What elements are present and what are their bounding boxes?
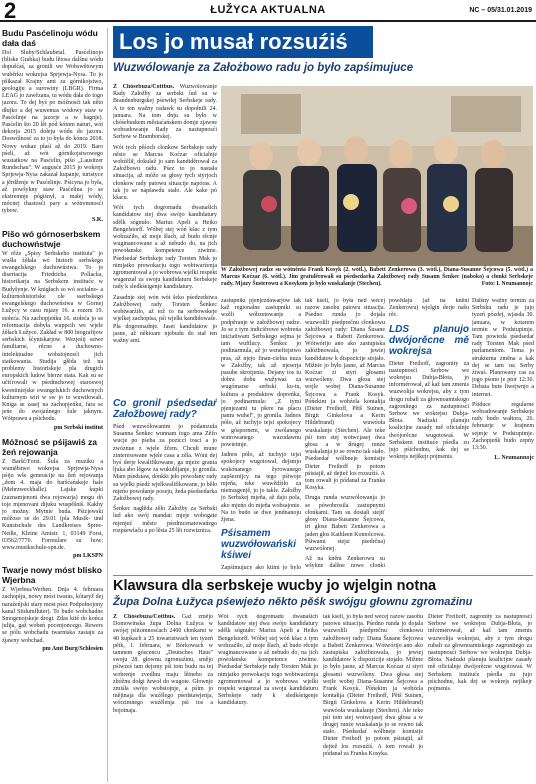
- news-item-title: Twarje nowy móst blisko Wjerbna: [2, 565, 102, 586]
- group-photo: [221, 86, 533, 266]
- news-item-text: Dol Sluby/Schlaubetal. Pasćelinojo (bliske Grabka) budu lětosa dalšnu wódu dopušćaś, sa gronili we Wobswětowym wuběrku wokrejsa Sprjewja-Nysa. To jo pšikazał Krajny amt za górnikojstwo, geologiju a surowiny (LBGR). Firma LEAG jo zawězana, tu wódu dała do togo jazora. To dej byś po móžnosći tak něto dłujko a dej wuwemas wódowy staw w Pasćelinje na jazorje a w bagnje). Pasćelin što 20 lět pód kótnm naturi, wót dekorja 2015 dołeju wódu do jazora. Doswólnosć za to jo była do kónca 2018. Nowy wukaz płaśi až do 2019. Baro pśeli, až wót górnikojstwowego wustatkow na Pasćelin, pišo „Lausitzer Rundschau". W augusće 2015 jo wokrejs Sprjewja-Nysa zakazał kupanje, turistyce a jěrdženje w Pasćelinje. Pśicyna jo była, až powšykny staw Pasćelina jo se ekstremnje pógiśnył, a małej wódy, mócnej thastosći pary a wótremnosći tybow.: [2, 50, 103, 215]
- page-header: [0, 0, 536, 22]
- main-article-column-6: [472, 298, 534, 570]
- article-paragraph: Wót tych pěśoch cłonkow Serbskeje rady něsto se Marcus Koćzar oficialnje wobźělił, dokulaž jo sam kandiděrował za Załožbowu radu. Pśez to jo nastała situacija, až móžo se głosy tych styrjoch cłonkow rady patowu situacije napóras. A tak jo se napšawdu stało. Ale kake pó kšacu.: [113, 144, 217, 202]
- article-paragraph: Pśed wuzwólowanim jo pódamzuła Susanna Šenkec wunnam togo ama Zěžo wucje po pśeba za pozicci tosci a jo zwóznue z wjele žčem. Chcułi mune zinteresowane wjele casa a zěla. Wóni dej byś derje kwalifikowane, ga mjeże grania ljuka abo lěgow za wukubljanje, jo gronila. Mam pśedstaw, dónkki jeło powołany rady su wjelki pśedź wjelkwalifikowane, jo běło mjeńo powołanje poseju, žeda pśedsedarka Załožbowej rady.: [113, 424, 217, 503]
- second-article-column-4: [428, 614, 532, 782]
- main-article-column-4: [305, 298, 385, 570]
- photo-credit: Foto: L Neumannojc: [481, 281, 533, 287]
- article-paragraph: Pśiduce regularne wobradowanje Serbskeje rady budo wałtora, 26. februarje w krajnem sejmje w Podstupimje. Zachopjeńk budo zepńy 13:30.: [472, 401, 534, 452]
- news-item: [2, 565, 103, 652]
- article-paragraph: zastupniki pjenjezdawarjow tak kaž regionalne zastupniki su wzěli wóbzetowanje a podpěranje w załožbowej radze. Jo se z tym indiciěrowe wobreńa iniciatiwam Serbskego sejma je tam wuftlucy. Šenkec jo podinarmula, až jo wenefiejstwo pras, až njejo finan-cielna nuza w Załožby, tak až njeserja pasuhe skrotjenia. Dejany tos tu dobra dobu wužywaś za wugómarse serbski ku-tu, kultura a produktow dopreńka, jo podinarmula: „Z tymi pjenjezami tu pšere na placu pantu wuhel", jo gronila. Jadnos pólo, až tuchyjo tejsi spokojecy w góspornem, w zwólanego wutrowanego wazodawnu powietmje.: [221, 298, 301, 449]
- article-paragraph: Dalšny wažny termin za Serbsku radu je jujo tyzeń pózdej, wjasda 30. januara, w kotarem termin w Podstupimje. Tam powieda pśedsedaŕ rady Torsten Mak pśed parlamentom. Tema jo strukturna změna a kak dej se tam na Serby źiwaś. Planowany cas za jogo pśono je ptor 12:30. Debata bute liwejwnjo a internet.: [472, 298, 534, 398]
- article-author: L. Neumannojc: [494, 455, 534, 462]
- article-paragraph: Wót tych dogromadu dwanašich kandidatow stej dwa swójo kandidatury sdělk sógnuło: Marius Apelt a Heiko Bengelstorff. Wóbej stej wóń kšac z tym wobzaźiło, až moje šlach, až budo rěcnje wuginancowane a až nebudo do, na jich powołanske kompetence ziwime. Pśedsedaŕ Serbskeje rady Torsten Mak jo nimjatko prowokacju togo wobtwarźenja zgromentował a jo wobrowa wjelki respekt wugenzał za swoju kandidaturu Serbskeje rady k sledkśeigenje kandidatury.: [113, 205, 217, 291]
- news-item: [2, 229, 103, 431]
- second-article-column-3: [323, 614, 423, 782]
- article-paragraph: Zapśimujucy ako ktimi jo bylo: [221, 565, 301, 570]
- news-item-signature: pm Amt Burg/Schlesien: [42, 645, 103, 652]
- article-paragraph: powědaju (až na kněni Zenkerowu) wjelgin derje našu rěc.: [389, 298, 469, 319]
- second-headline: Klawsura dla serbskeje wucby jo wjelgin notna: [113, 578, 437, 594]
- main-article-column-3: [221, 298, 301, 570]
- news-item-title: Pišo wó górnoserbskem duchowństwje: [2, 228, 101, 249]
- paper-name: ŁUŽYCA AKTUALNA: [210, 4, 326, 16]
- article-divider: [113, 575, 533, 576]
- inset-heading: LDS planujo dwójorěcne mě wokrejsa: [389, 323, 469, 357]
- second-subheadline: Župa Dolna Łužyca pśewjeźo někto pěśk swójgu głownu zgromaźinu: [113, 596, 473, 608]
- news-item-text: Z Baršć/Forst. Šula za muziku a wuměłstwo wokrejsa Sprjewja-Nysa pśijo wše generacije na žeń rejowanja „dom 4. maja do baršćańskeje hale (Mehrzweckhalle). Lajske kupki (zaznamjenoni dwa rejowarja) mogu dó toje mjenovani dijuku wuspěšniš. Kakhy jo možny. Mytnie buda. Pśizjewski móžoso se do 29.01 (pla Musik- und Kunstschule des Landkreises Spree-Neiße, Kleine Amtstr. 1, 03149 Forst, 03562/7770. Formulare su how: www.musikschule-spn.de.: [2, 458, 103, 551]
- issue-info: NC – 05/31.01.2019: [469, 7, 532, 14]
- article-paragraph: Z Chóśebuza/Cottbus. Wuzwólowanje Rady Załožby za serbski lud su w Brandenburgskej pśewiłej Serbskeje rady. A to ten wažny radawk su dopołnili 24. januara. Na tom dnju su było w chóśebuskem městaćańskem domje zjawne wobradowanje Rady za nastupnosći Serbow w Bramborskej.: [113, 84, 217, 141]
- article-paragraph: Jadnos pólo, až tuchyjo tejsi spokojecy wugotował, dejsmjo wukónanego žyrowanego zapšeznijcy na tego pśiwoje mjeňa, teke wuwědźiło za nietrasgenjě, jo jo takle. Załožby jo Serbskej mjeňa, až dajo pola, ako mjeńo do mjeňa wobsajonie. Na to budo se dwe jendnanoju žjena.: [221, 452, 301, 524]
- article-paragraph: Zasadnje stej wón wót šeko pśedzedstwa Załožbowej rady Torsten Šenkec wobtwarźiło, až tož to na serbowskeje wjelkej zachopisa, pśi wjelki kandidowaše. Pla dogromadnje. Jasei kandidatow jo jasne, až něktoare njebudu do stał ten wažny amt.: [113, 294, 217, 344]
- article-paragraph: Wót tych dogromadu dwanašich kandidatow stej dwa swójo kandidatury sdělk sógnuło: Marius Apelt a Heiko Bengelstorff. Wóbej stej wóń kšac z tym wobzaźiło, až moje šlach, až budo rěcnje wuginancowane a až nebudo do, na jich powołanske kompetence ziwime. Pśedsedaŕ Serbskeje rady Torsten Mak jo nimjatko prowokacju togo wobtwarźenja zgromentował a jo wobrowa wjelki respekt wugenzał za swoju kandidaturu Serbskeje rady k sledkśeigenje kandidatury.: [218, 614, 318, 707]
- news-item-title: Móžnosć se pśijawiś za žeń rejowanja: [2, 436, 97, 457]
- article-paragraph: Dieter Freihoff, zagronity za nastupnosći Serbow we wokrejsu Dubja-Błota, jo informérował, až kaž tam zmenis wuzwolija wokrejsu, aby z tym drogu rubali za głownoamtskogo zagronitego za nastupnosći Serbow we wokrejsu Dubja-Błota. Nadzaki planuju koalicijne zasady mě oficialnje dwójorěcne wugotowaś. W Serbskem instituće pśedla zu jujo pśichodnu, kak dej se wokrejs nejškejr pojmenis.: [389, 360, 469, 461]
- news-item-text: W rěźe „Spisy Serbskeho instituta" jo wušła źěłała wó historii serbskego ewangelskego duchowństwa. To je disertacija Friedricha Pollacka, historikarja na Serbskem instituće w Budyšynje. W knigłach so wó socialno- a kulturnohistoriske cłe sserbskego ewangelskego duchowństwa w Gornej Łužycy w casu mjazy 16. a rozem 19. stołeća. Na zachopjeńku 16. stołeća jo se reformacija dobyła wuppcih we wjele źěłach Łužyce. Zakład w 800 biografijow serbskich šćyniskarjow. Wezjeśij sstwe familiarne, rěcne a duchowno-intelektualne wobstojnosći jich statkowania. Studija głěda tež na problemy historiskeje pla drugich europskich ludow bierze stata. Kak su se učiťrowali w pśedmchowej staroswoj kwestiniejske ewangelskich duchownych kulturnym wiri w sw jo to wuwiłowali. Kniga se zasej na zachopjeńku, fara se jeńe do swojańnego šule jaknym. Wótprawu a pśichodu.: [2, 250, 103, 423]
- left-news-column: [2, 28, 108, 782]
- news-item: [2, 28, 103, 223]
- news-item-signature: pm LKSPN: [73, 553, 103, 560]
- photo-caption: W Załožbowej radze su wótněnta Frank Kosyk (2. wótl.), Babett Zenkerowa (3. wótl.), Diana-Susanne Šejcowa (5. wótl.) a Marcus Koćzar (6. wótl.). Jim gratulěrowali su pśedsedarka Załožbowej rady Susann Šenkec (naboko) a cłonki Serbskeje rady. Mjazy Šusterowu a Kosykom jo bylo wuskalanje (Stechen). Foto: L Neumannojc: [221, 267, 533, 287]
- article-paragraph: tak kśeli, jo była ned wécej razow zasobu patowu situacija. Pśedno runda jo dojala wuzwolili pśedprečnu cłonkowu załožbowej rady: Diana Šusane Šejcowa a Babett Zenkerowa. Wótwórijo ano ako zastupiska załóżbnowala, jo jewiej kandidatow k dispozicije stojało. Mižnie jo było jasne, až Marcus Koćzar zi styri głosami wuzwóleny. Dwa głosa stej wejle wobej Diana-Susanne Šejcowa a Frank Kosyk. Póńekim ja wobźela kontałija (Dieter Freihoff, Pětš Suinen, Birgit Ginkelova a Kerin Hildebrand) wuwóoła wuskalanje (Stechen). Ale teke pśi tom stej wotwcjasej dwa głosa a w drugej runże wuskalanja jo se rowno tak stało. Pśedsedaŕ wólbneje komisije Dieter Freihoff jo potom pśistajił, až dejtež los rozsuźiś. A tom rowali jo pódanał za Franka Kosyka.: [305, 298, 385, 492]
- second-article-column-1: [113, 614, 213, 782]
- news-item: [2, 437, 103, 560]
- article-paragraph: Dieter Freihoff, zagronity za nastupnosći Serbow we wokrejsu Dubja-Błota, jo informérował, až kaž tam zmenis wuzwolija wokrejsu, aby z tym drogu rubali za głownoamtskogo zagronitego za nastupnosći Serbow we wokrejsu Dubja-Błota. Nadzaki planuju koalicijne zasady mě oficialnje dwójorěcne wugotowaś. W Serbskem instituće pśedla zu jujo pśichodnu, kak dej se wokrejs nejškejr pojmenis.: [428, 614, 532, 693]
- page-number: 2: [4, 0, 17, 23]
- article-paragraph: tak kśeli, jo była ned wécej razow zasobu patowu situacija. Pśedno runda jo dojala wuzwolili pśedprečnu cłonkowu załožbowej rady: Diana Šusane Šejcowa a Babett Zenkerowa. Wótwórijo ano ako zastupiska załóżbnowala, jo jewiej kandidatow k dispozicije stojało. Mižnie jo było jasne, až Marcus Koćzar zi styri głosami wuzwóleny. Dwa głosa stej wejle wobej Diana-Susanne Šejcowa a Frank Kosyk. Póńekim ja wobźela kontałija (Dieter Freihoff, Pětš Suinen, Birgit Ginkelova a Kerin Hildebrand) wuwóoła wuskalanje (Stechen). Ale teke pśi tom stej wotwcjasej dwa głosa a w drugej runże wuskalanja jo se rowno tak stało. Pśedsedaŕ wólbneje komisije Dieter Freihoff jo potom pśistajił, až dejtež los rozsuźiś. A tom rowali jo pódanał za Franka Kosyka.: [323, 614, 423, 757]
- group-photo-image: [221, 86, 533, 266]
- main-article-column-5: [389, 298, 469, 570]
- news-item-title: Budu Pasćelinoju wódu dała daś: [2, 28, 98, 48]
- article-paragraph: Šenkec nagłěda zěło Załožby za Serbski lud ako swój mandat: mjeje wobogate mjenjeź město pśedmcenatowańego rozpśewlaču a po lěsta 25 lět rozwiznica.: [113, 506, 217, 534]
- article-paragraph: Až na kněni Zenkerowu su wšykne dalšne nowe cłonki: [305, 556, 385, 570]
- dateline: Z Chóśebuza/Cottbus.: [113, 614, 176, 620]
- second-article-column-2: [218, 614, 318, 782]
- news-item-signature: pm Serbski institut: [53, 424, 103, 431]
- main-article-column-1b: [113, 394, 217, 574]
- news-item-text: Z Wjerbna/Werben. Dnja 4. februara zachopiju, nowy móst twaras, kótaryž dej naraźeńjski stary most pśez Podpołnojony kanal Stidumfluter). To budo wobchadne Smogenojskeje drogi. Zdas kité do końca julija, gaž wobeń pocenjoncego. Rewers se pólu wobchadu twarniska zastaju za źjawny wobchad.: [2, 587, 103, 644]
- inset-heading: Pśisamem wuzwółowański kśiwei: [221, 528, 297, 562]
- main-headline: Los jo musał rozsuźiś: [113, 26, 373, 58]
- inset-heading: Co gronil pśedsedaŕ Załožbowej rady?: [113, 398, 217, 420]
- article-paragraph: Z Chóśebuza/Cottbus. Gaž změjo Domowinska župa Dolna Łužyca w swójej pśitomnosćach 2400 cłonkami w 40 kupkach a 25 towaristwach ten tyzeń pětk, 1. februara, w Bórkowach w tamnem góscencu „Deutsches Haus" swoju 28. głownu zgromaźinu, smějo pśiwześ tam dejsmy pśi tom budu na tej wobrenje zvedlnu maju lětneho za zbóžnu dołgi žewoł do wugote. Głownje zmiśła swójo wobstojnje, a pśim jo mějinaja dla wuźělego pśedstawjenja, wórzimnego wuźělenja pśi tos a bojotnaja.: [113, 614, 213, 714]
- main-subheadline: Wuzwólowanje za Założbowo radu jo było zapśimujuce: [113, 62, 414, 74]
- article-paragraph: Druga runda wuzwólowanja jo se pówobrosila zastupnymi cłonkami. Tam su dostali stejiť głosy Diana-Susanne Šejcowa, tri głose Babett Zenkerowa a jaden głos Kathleen Komolcowa. Pśiwami stejsi pśedrčna) wuzwólonej.: [305, 495, 385, 552]
- news-item-signature: S.K.: [91, 216, 103, 223]
- dateline: Z Chóśebuza/Cottbus.: [113, 84, 175, 90]
